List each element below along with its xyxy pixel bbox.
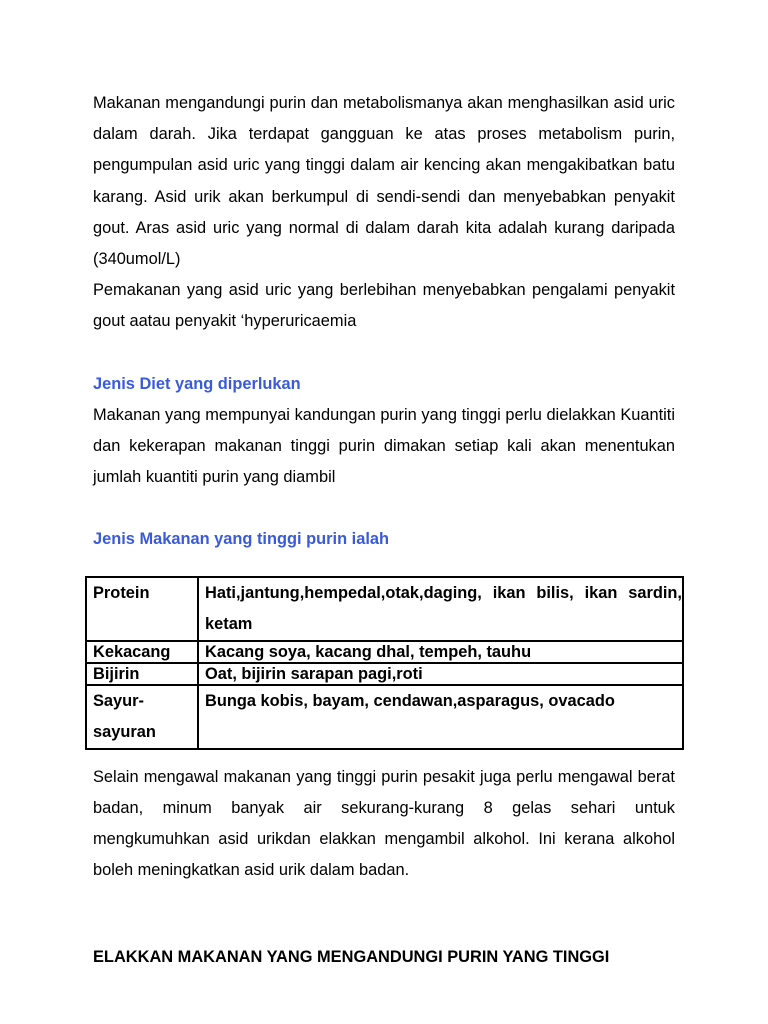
spacer [93,493,675,524]
table-cell-category: Bijirin [86,663,198,685]
table-row [86,663,683,685]
advice-paragraph: Selain mengawal makanan yang tinggi purin pesakit juga perlu mengawal berat badan, minum banyak air sekurang-kurang 8 gelas sehari untuk mengkumuhkan asid urikdan elakkan mengambil alkohol. Ini kerana alkohol boleh meningkatkan asid urik dalam badan. [93,767,675,880]
table-cell-items: Kacang soya, kacang dhal, tempeh, tauhu [198,641,683,663]
spacer [93,750,675,762]
table-cell-category: Protein [86,577,198,641]
diet-heading: Jenis Diet yang diperlukan [93,374,301,393]
diet-paragraph: Makanan yang mempunyai kandungan purin yang tinggi perlu dielakkan Kuantiti dan kekerapan makanan tinggi purin dimakan setiap kali akan menentukan jumlah kuantiti purin yang diambil [93,405,675,487]
table-row [86,685,683,749]
table-row [86,577,683,641]
table-cell-category: Kekacang [86,641,198,663]
food-heading: Jenis Makanan yang tinggi purin ialah [93,530,389,549]
intro-paragraph-1: Makanan mengandungi purin dan metabolismanya akan menghasilkan asid uric dalam darah. Jika terdapat gangguan ke atas proses metabolism purin, pengumpulan asid uric yang tinggi dalam air kencing akan mengakibatkan batu karang. Asid urik akan berkumpul di sendi-sendi dan menyebabkan penyakit gout. Aras asid uric yang normal di dalam darah kita adalah kurang daripada (340umol/L) [93,94,675,269]
table-row [86,641,683,663]
spacer [93,338,675,369]
final-heading: ELAKKAN MAKANAN YANG MENGANDUNGI PURIN YANG TINGGI [93,948,610,967]
document-page [93,88,682,974]
table-cell-items: Hati,jantung,hempedal,otak,daging, ikan bilis, ikan sardin, ketam [198,577,683,641]
table-cell-items: Bunga kobis, bayam, cendawan,asparagus, ovacado [198,685,683,749]
intro-paragraph-2: Pemakanan yang asid uric yang berlebihan menyebabkan pengalami penyakit gout aatau penyakit ‘hyperuricaemia [93,281,675,331]
table-cell-category: Sayur-sayuran [86,685,198,749]
spacer [93,886,675,942]
purine-food-table [85,576,684,750]
table-cell-items: Oat, bijirin sarapan pagi,roti [198,663,683,685]
spacer [93,556,675,576]
